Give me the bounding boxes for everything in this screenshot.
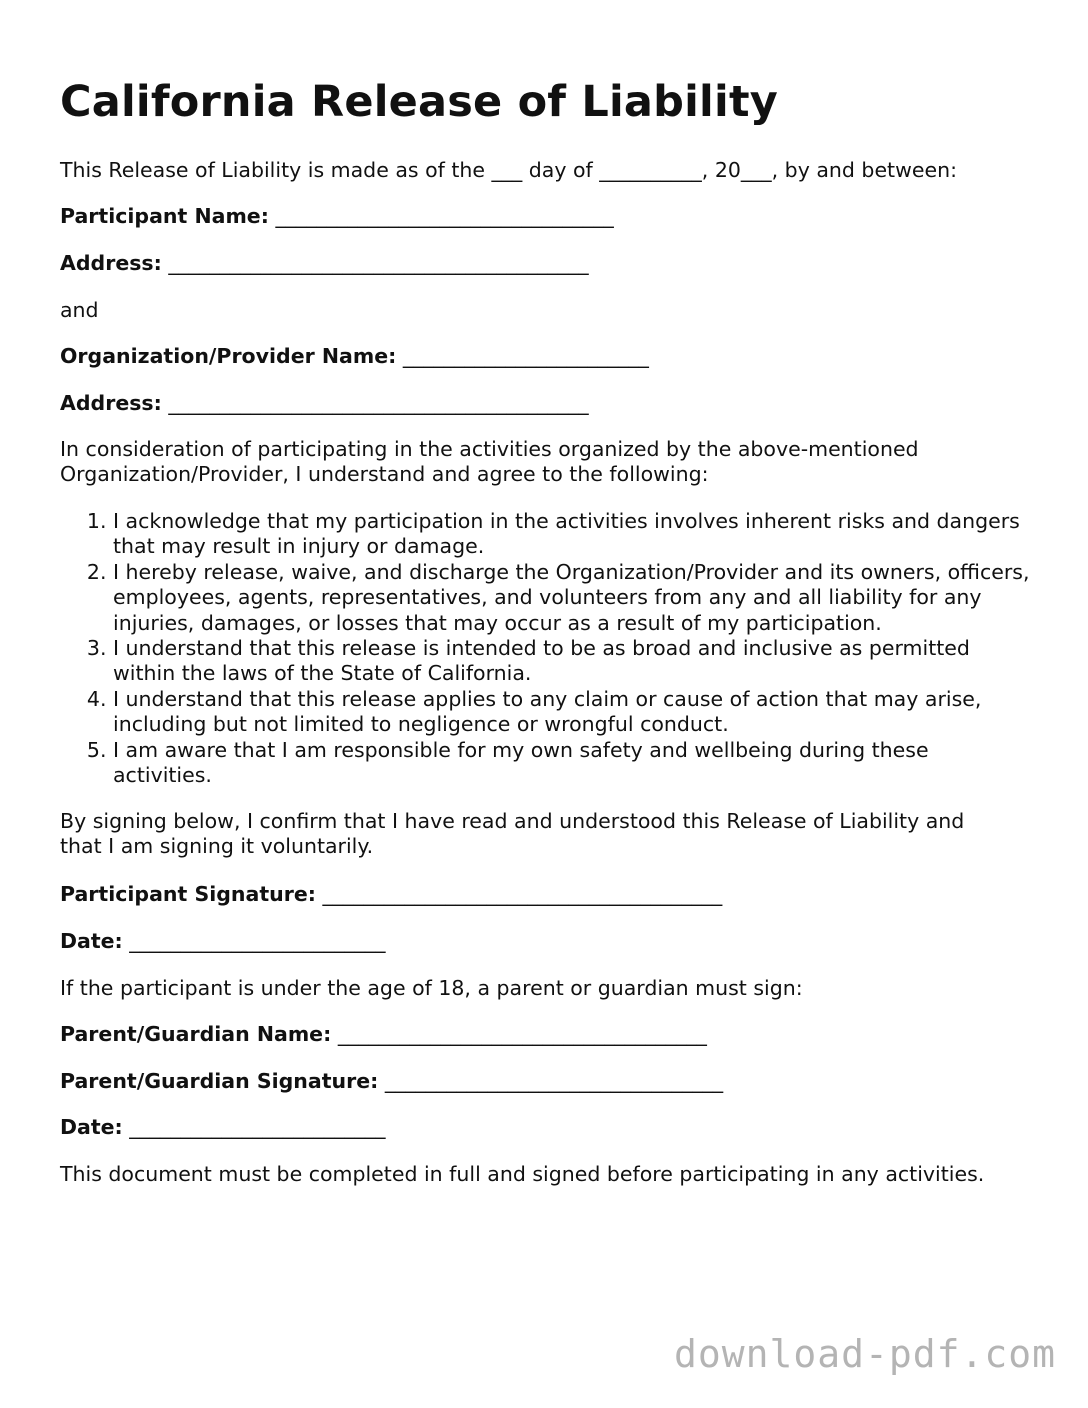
guardian-date-field — [60, 1115, 386, 1140]
guardian-date-blank: _________________________ — [129, 1115, 386, 1139]
provider-name-field — [60, 344, 649, 369]
participant-signature-blank: _______________________________________ — [322, 882, 723, 906]
participant-date-blank: _________________________ — [129, 929, 386, 953]
participant-signature-label: Participant Signature: — [60, 882, 316, 906]
participant-address-field — [60, 251, 589, 276]
term-item: 3. I understand that this release is intended to be as broad and inclusive as permitted within the laws of the State of California. — [113, 636, 1033, 687]
guardian-name-label: Parent/Guardian Name: — [60, 1022, 332, 1046]
term-item: 2. I hereby release, waive, and discharge the Organization/Provider and its owners, officers, employees, agents, representatives, and volunteers from any and all liability for any injuries, damages, or losses that may occur as a result of my participation. — [113, 560, 1033, 636]
participant-signature-field — [60, 882, 722, 907]
guardian-signature-field — [60, 1069, 723, 1094]
terms-list — [60, 509, 1033, 788]
guardian-signature-blank: _________________________________ — [384, 1069, 724, 1093]
provider-name-label: Organization/Provider Name: — [60, 344, 397, 368]
provider-address-label: Address: — [60, 391, 162, 415]
participant-date-label: Date: — [60, 929, 123, 953]
confirmation-paragraph: By signing below, I confirm that I have read and understood this Release of Liability and that I am signing it voluntarily. — [60, 809, 965, 859]
consideration-paragraph: In consideration of participating in the activities organized by the above-mentioned Organization/Provider, I understand and agree to the following: — [60, 437, 919, 487]
document-title: California Release of Liability — [60, 77, 778, 127]
participant-address-blank: _________________________________________ — [168, 251, 589, 275]
guardian-date-label: Date: — [60, 1115, 123, 1139]
term-item: 5. I am aware that I am responsible for my own safety and wellbeing during these activities. — [113, 738, 1033, 789]
participant-name-label: Participant Name: — [60, 204, 269, 228]
provider-name-blank: ________________________ — [402, 344, 649, 368]
intro-text: This Release of Liability is made as of the ___ day of __________, 20___, by and between: — [60, 158, 957, 182]
guardian-name-field — [60, 1022, 707, 1047]
guardian-signature-label: Parent/Guardian Signature: — [60, 1069, 379, 1093]
minor-notice-text: If the participant is under the age of 18, a parent or guardian must sign: — [60, 976, 803, 1000]
participant-name-blank: _________________________________ — [275, 204, 614, 228]
watermark: download-pdf.com — [673, 1332, 1056, 1376]
guardian-name-blank: ____________________________________ — [337, 1022, 707, 1046]
provider-address-field — [60, 391, 589, 416]
connector-text: and — [60, 298, 99, 322]
participant-name-field — [60, 204, 614, 229]
closing-text: This document must be completed in full and signed before participating in any activities. — [60, 1162, 985, 1186]
term-item: 1. I acknowledge that my participation in the activities involves inherent risks and dangers that may result in injury or damage. — [113, 509, 1033, 560]
participant-date-field — [60, 929, 386, 954]
provider-address-blank: _________________________________________ — [168, 391, 589, 415]
term-item: 4. I understand that this release applies to any claim or cause of action that may arise, including but not limited to negligence or wrongful conduct. — [113, 687, 1033, 738]
participant-address-label: Address: — [60, 251, 162, 275]
